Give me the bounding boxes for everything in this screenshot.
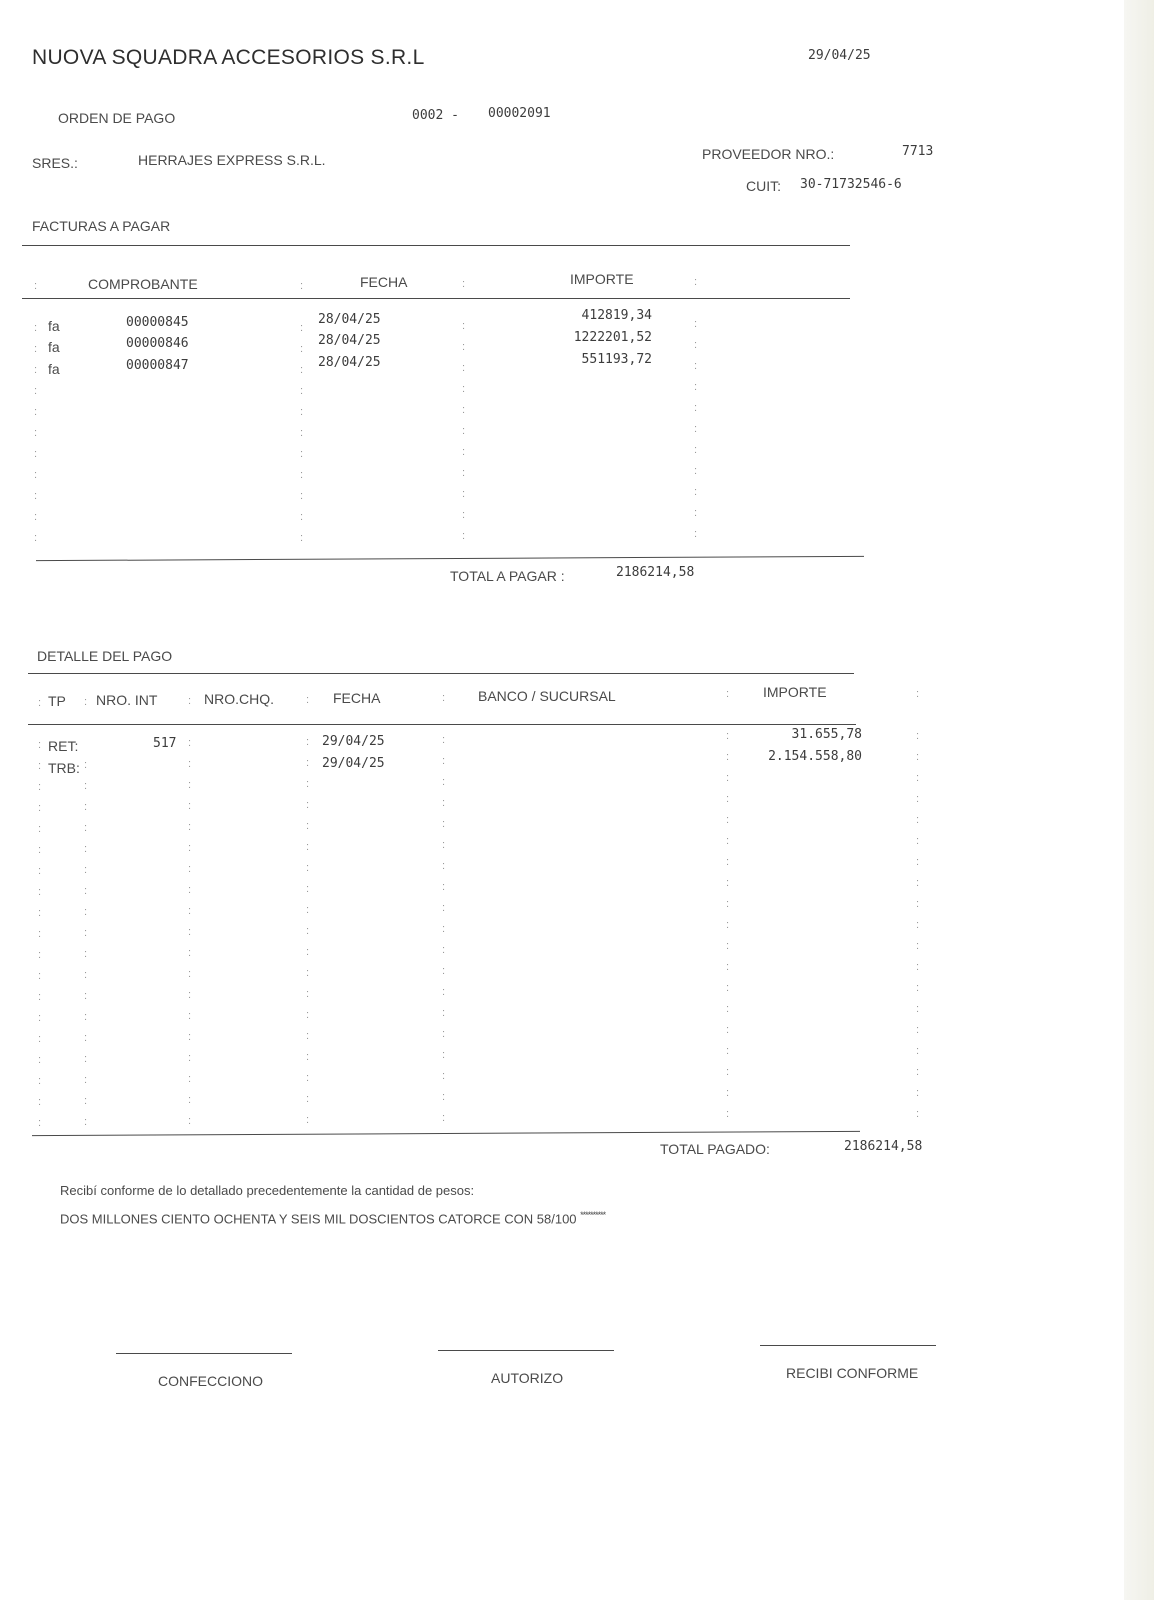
payment-top-rule xyxy=(28,673,854,674)
payment-tp: RET: xyxy=(48,738,79,754)
receipt-statement: Recibí conforme de lo detallado precedentemente la cantidad de pesos: xyxy=(60,1183,475,1198)
col-header-nro-chq: NRO.CHQ. xyxy=(204,691,274,707)
column-separator: : : : : : : : : : : : : : : : : : : : : xyxy=(306,694,310,1126)
amount-in-words-stars: ********** xyxy=(580,1210,606,1220)
signature-recibi: RECIBI CONFORME xyxy=(786,1365,919,1381)
page-edge xyxy=(1124,0,1154,1600)
invoice-amount: 1222201,52 xyxy=(573,330,652,345)
column-separator: : : : : : : : : : : : : : : : : : : : : xyxy=(188,695,192,1127)
amount-in-words xyxy=(60,1210,605,1226)
doc-prefix: 0002 - xyxy=(412,108,459,123)
column-separator: : : : : : : : : : : : : : : : : : : : : xyxy=(726,688,730,1120)
provider-label: PROVEEDOR NRO.: xyxy=(702,146,835,162)
payment-date: 29/04/25 xyxy=(322,756,385,771)
column-separator: : : : : : : : : : : : : xyxy=(34,280,38,544)
invoice-type: fa xyxy=(48,361,60,377)
invoices-top-rule xyxy=(22,245,850,246)
invoice-type: fa xyxy=(48,339,60,355)
total-paid-value: 2186214,58 xyxy=(844,1139,923,1154)
signature-autorizo: AUTORIZO xyxy=(491,1370,564,1386)
invoice-number: 00000845 xyxy=(126,315,189,330)
column-separator: : : : : : : : : : : : : : : : : : : : : xyxy=(916,688,920,1120)
invoice-date: 28/04/25 xyxy=(318,355,381,370)
column-separator: : : : : : : : : : : : : : : : : : : : : xyxy=(38,697,42,1129)
supplier-name: HERRAJES EXPRESS S.R.L. xyxy=(138,152,326,168)
payment-nro-int: 517 xyxy=(153,736,177,751)
column-separator: : : : : : : : : : : : : xyxy=(694,276,698,540)
invoices-bottom-rule xyxy=(36,556,864,561)
doc-number: 00002091 xyxy=(488,106,551,121)
col-header-importe: IMPORTE xyxy=(570,271,634,287)
signature-line-autorizo xyxy=(438,1350,614,1351)
sres-label: SRES.: xyxy=(32,155,78,171)
column-separator: : : : : : : : : : : : : xyxy=(462,278,466,542)
invoices-title: FACTURAS A PAGAR xyxy=(32,218,171,234)
signature-confecciono: CONFECCIONO xyxy=(158,1373,263,1389)
payment-date: 29/04/25 xyxy=(322,734,385,749)
payment-bottom-rule xyxy=(32,1131,860,1136)
signature-line-confecciono xyxy=(116,1353,292,1354)
col-header-banco: BANCO / SUCURSAL xyxy=(478,688,616,704)
invoice-number: 00000846 xyxy=(126,336,189,351)
invoice-number: 00000847 xyxy=(126,358,189,373)
doc-type: ORDEN DE PAGO xyxy=(58,110,176,126)
invoice-type: fa xyxy=(48,318,60,334)
col-header-comprobante: COMPROBANTE xyxy=(88,276,198,292)
column-separator: : : : : : : : : : : : : xyxy=(300,280,304,544)
invoice-date: 28/04/25 xyxy=(318,312,381,327)
col-header-importe: IMPORTE xyxy=(763,684,827,700)
payment-amount: 31.655,78 xyxy=(791,727,862,742)
payment-amount: 2.154.558,80 xyxy=(768,749,862,764)
cuit-value: 30-71732546-6 xyxy=(800,177,902,192)
col-header-fecha: FECHA xyxy=(333,690,381,706)
invoices-header-rule xyxy=(22,298,850,299)
provider-number: 7713 xyxy=(902,144,934,159)
total-paid-label: TOTAL PAGADO: xyxy=(660,1141,770,1157)
company-name: NUOVA SQUADRA ACCESORIOS S.R.L xyxy=(32,46,425,69)
issue-date: 29/04/25 xyxy=(808,48,871,63)
signature-line-recibi xyxy=(760,1345,936,1346)
col-header-fecha: FECHA xyxy=(360,274,408,290)
col-header-nro-int: NRO. INT xyxy=(96,692,158,708)
total-to-pay-value: 2186214,58 xyxy=(616,565,695,580)
cuit-label: CUIT: xyxy=(746,178,781,194)
invoice-amount: 412819,34 xyxy=(581,308,652,323)
col-header-tp: TP xyxy=(48,693,66,709)
column-separator: : : : : : : : : : : : : : : : : : : : xyxy=(84,696,88,1128)
amount-in-words-text: DOS MILLONES CIENTO OCHENTA Y SEIS MIL DOSCIENTOS CATORCE CON 58/100 xyxy=(60,1211,577,1227)
total-to-pay-label: TOTAL A PAGAR : xyxy=(450,568,565,584)
invoice-date: 28/04/25 xyxy=(318,333,381,348)
payment-title: DETALLE DEL PAGO xyxy=(37,648,173,664)
column-separator: : : : : : : : : : : : : : : : : : : : : xyxy=(442,692,446,1124)
payment-tp: TRB: xyxy=(48,760,80,776)
invoice-amount: 551193,72 xyxy=(581,352,652,367)
